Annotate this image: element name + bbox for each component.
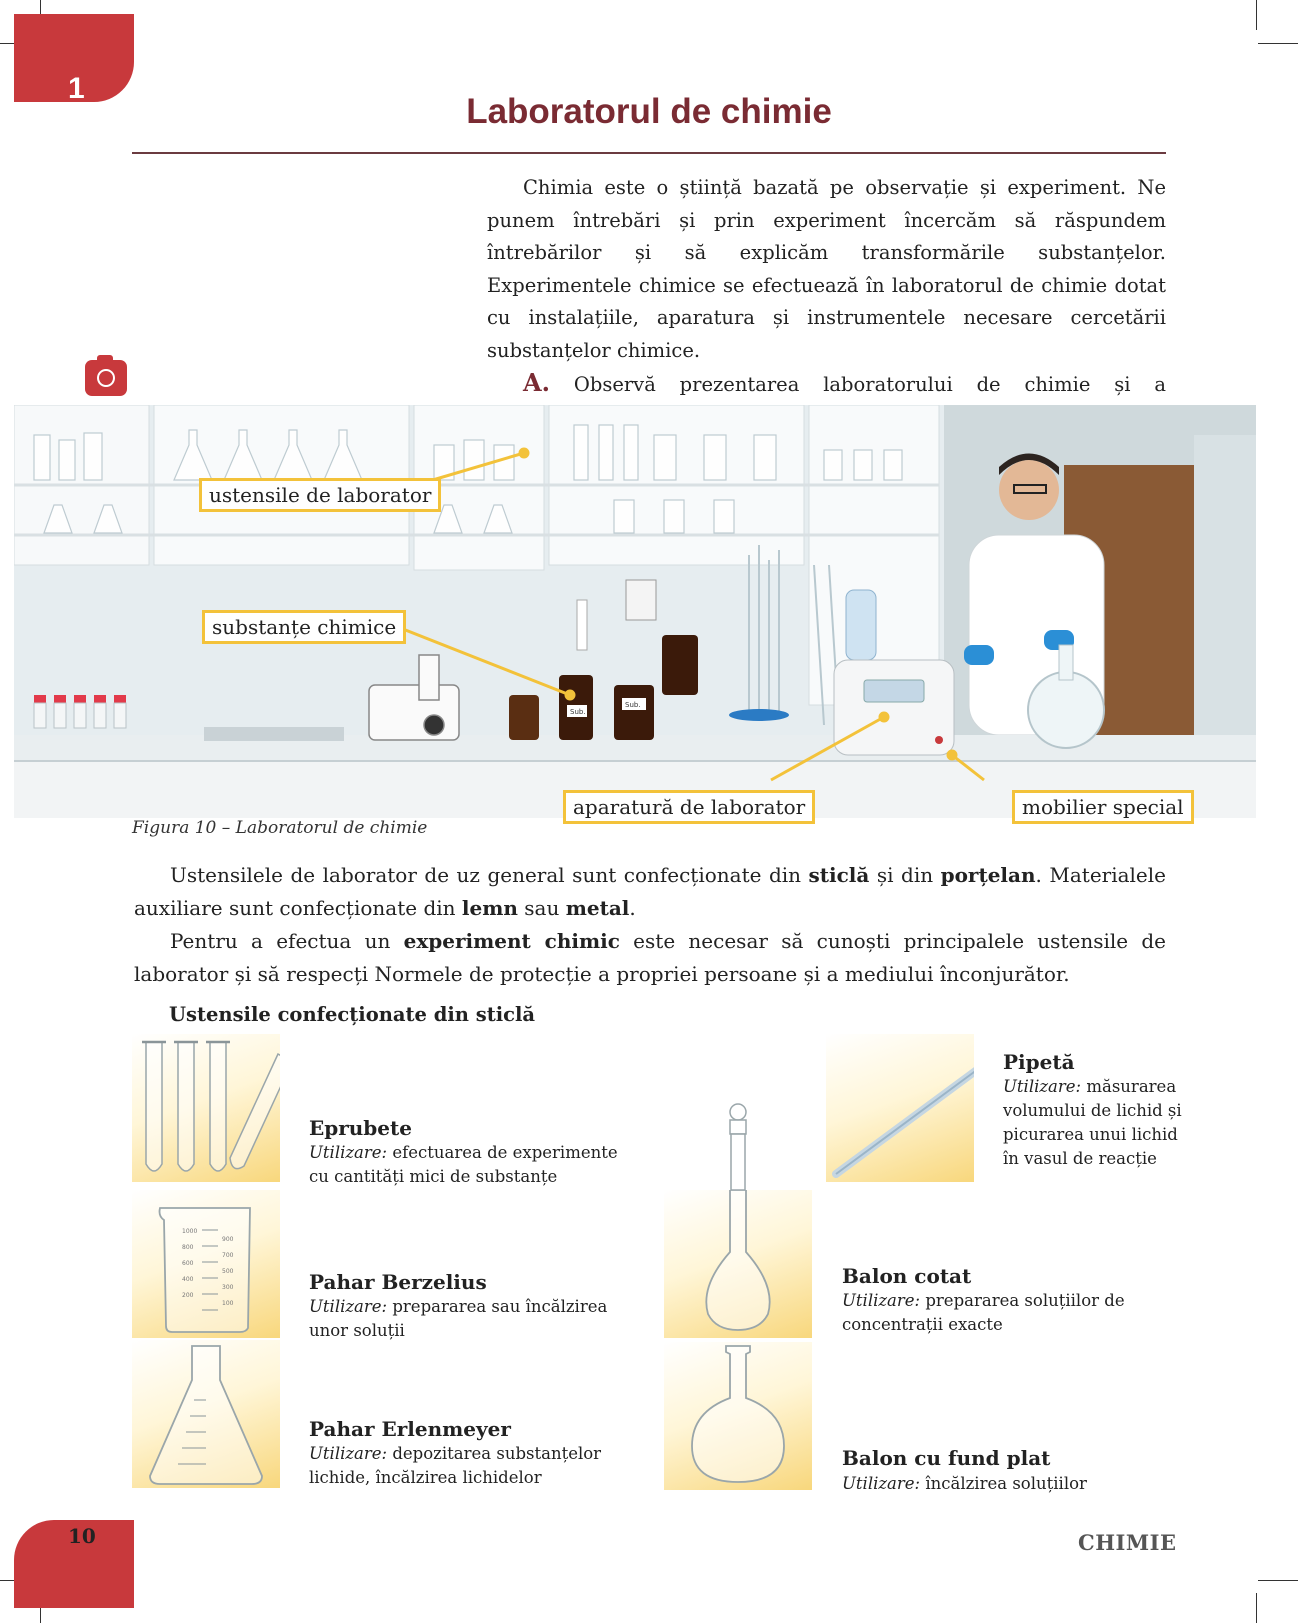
item-name-eprubete: Eprubete (309, 1116, 412, 1140)
scale-label: 800 (182, 1244, 194, 1251)
page-title: Laboratorul de chimie (466, 92, 832, 131)
bottle-label: Sub. (570, 708, 586, 716)
item-name-erlenmeyer: Pahar Erlenmeyer (309, 1417, 511, 1441)
item-name-balon-cotat: Balon cotat (842, 1264, 972, 1288)
item-name-berzelius: Pahar Berzelius (309, 1270, 487, 1294)
beaker-berzelius-image (132, 1190, 280, 1338)
item-desc-berzelius: Utilizare: prepararea sau încălzirea unor soluții (309, 1297, 608, 1340)
section-heading: Ustensile confecționate din sticlă (169, 1003, 536, 1026)
scale-label: 300 (222, 1284, 234, 1291)
flat-bottom-flask-image (664, 1342, 812, 1490)
title-divider (132, 152, 1166, 154)
test-tubes-image (132, 1034, 280, 1182)
item-desc-pipeta: Utilizare: măsurarea volumului de lichid și picurarea unui lichid în vasul de reacție (1003, 1077, 1182, 1168)
body-text (134, 859, 1166, 991)
erlenmeyer-image (132, 1340, 280, 1488)
pipette-image (826, 1034, 974, 1182)
callout-aparatura: aparatură de laborator (563, 790, 815, 824)
scale-label: 500 (222, 1268, 234, 1275)
task-letter: A. (523, 368, 550, 397)
callout-mobilier: mobilier special (1012, 790, 1194, 824)
body-paragraph-2: Pentru a efectua un experiment chimic este necesar să cunoști principalele ustensile de laborator și să respecți Normele de protecție a propriei persoane și a mediului înconjurător. (134, 929, 1166, 986)
item-desc-erlenmeyer: Utilizare: depozitarea substanțelor lichide, încălzirea lichidelor (309, 1444, 602, 1487)
subject-label: CHIMIE (1078, 1530, 1177, 1555)
intro-paragraph: Chimia este o știință bazată pe observație și experiment. Ne punem întrebări și prin experiment încercăm să răspundem întrebărilor și să explicăm transformările substanțelor. Experimentele chimice se efectuează în laboratorul de chimie dotat cu instalațiile, aparatura și instrumentele necesare cercetării substanțelor chimice. (487, 176, 1166, 362)
crop-mark (1258, 1580, 1298, 1581)
lab-photo (14, 405, 1256, 818)
scale-label: 600 (182, 1260, 194, 1267)
scale-label: 900 (222, 1236, 234, 1243)
bottle-label: Sub. (625, 701, 641, 709)
body-paragraph-1: Ustensilele de laborator de uz general sunt confecționate din sticlă și din porțelan. Materialele auxiliare sunt confecționate din lemn sau metal. (134, 863, 1167, 920)
camera-icon (85, 360, 127, 396)
scale-label: 100 (222, 1300, 234, 1307)
item-desc-balon-fund-plat: Utilizare: încălzirea soluțiilor (842, 1474, 1087, 1493)
scale-label: 400 (182, 1276, 194, 1283)
item-desc-balon-cotat: Utilizare: prepararea soluțiilor de concentrații exacte (842, 1291, 1125, 1334)
volumetric-flask-neck (664, 1100, 812, 1190)
crop-mark (1258, 43, 1298, 44)
lab-illustration (14, 405, 1256, 818)
crop-mark (1256, 1593, 1257, 1623)
task-text: Observă prezentarea laboratorului de chimie și a (573, 373, 1167, 396)
figure-caption: Figura 10 – Laboratorul de chimie (132, 818, 428, 838)
item-name-pipeta: Pipetă (1003, 1050, 1075, 1074)
callout-ustensile: ustensile de laborator (199, 478, 441, 512)
item-desc-eprubete: Utilizare: efectuarea de experimente cu cantități mici de substanțe (309, 1143, 618, 1186)
callout-substante: substanțe chimice (202, 610, 406, 644)
page-number: 10 (68, 1524, 96, 1548)
volumetric-flask-image (664, 1190, 812, 1338)
crop-mark (1256, 0, 1257, 30)
scale-label: 700 (222, 1252, 234, 1259)
scale-label: 1000 (182, 1228, 198, 1235)
item-name-balon-fund-plat: Balon cu fund plat (842, 1446, 1051, 1470)
chapter-number: 1 (68, 72, 85, 105)
scale-label: 200 (182, 1292, 194, 1299)
